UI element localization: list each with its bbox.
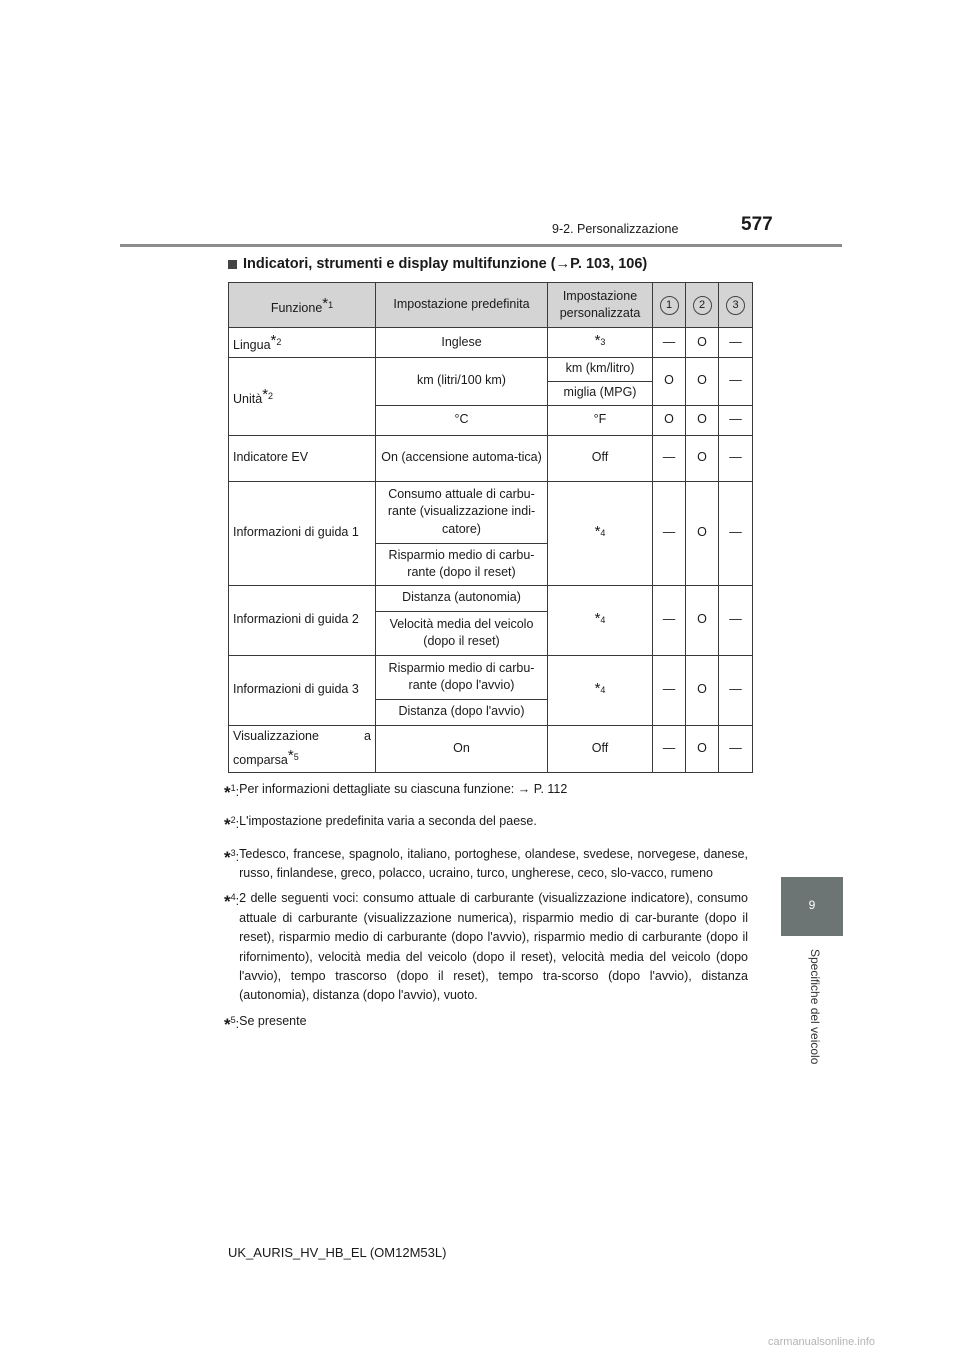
table-row: Informazioni di guida 2 Distanza (autonomia) $^{*4}$ — O — [229, 585, 753, 611]
section-title-ref: P. 103, 106) [570, 256, 648, 272]
header-default: Impostazione predefinita [376, 283, 548, 328]
table-row: Lingua$^{*2}$ Inglese $^{*3}$ — O — [229, 328, 753, 358]
footnote-1: *$^1$: Per informazioni dettagliate su ciascuna funzione: → P. 112 [224, 782, 568, 802]
circle-3-icon: 3 [726, 296, 745, 315]
table-row: Informazioni di guida 1 Consumo attuale di carbu-rante (visualizzazione indi-catore) $^{*4}$ — O — [229, 481, 753, 543]
watermark: carmanualsonline.info [768, 1336, 876, 1348]
table-row: Informazioni di guida 3 Risparmio medio di carbu-rante (dopo l'avvio) $^{*4}$ — O — [229, 655, 753, 699]
page-number: 577 [741, 214, 773, 235]
circle-2-icon: 2 [693, 296, 712, 315]
footnote-5: *$^5$: Se presente [224, 1013, 307, 1034]
table-row: Indicatore EV On (accensione automa-tica) Off — O — [229, 435, 753, 481]
header-rule [120, 244, 842, 247]
row-label-comparsa: Visualizzazione a comparsa$^{*5}$ [229, 725, 376, 772]
table-row: miglia (MPG) [229, 381, 753, 405]
circle-1-icon: 1 [660, 296, 679, 315]
header-custom: Impostazione personalizzata [548, 283, 653, 328]
header-section: 9-2. Personalizzazione [552, 222, 679, 236]
footnotes [224, 780, 748, 1044]
square-bullet-icon [228, 260, 237, 269]
footer-code: UK_AURIS_HV_HB_EL (OM12M53L) [228, 1245, 447, 1260]
chapter-tab: 9 [781, 877, 843, 936]
row-label-lingua: Lingua$^{*2}$ [229, 328, 376, 358]
footnote-3: *$^3$: Tedesco, francese, spagnolo, italiano, portoghese, olandese, svedese, norvegese, danese, russo, finlandese, greco, polacco, ucraino, turco, ungherese, ceco, slo-vacco, rumeno [224, 846, 748, 881]
row-label-unita: Unità$^{*2}$ [229, 357, 376, 435]
table-row: Distanza (dopo l'avvio) [229, 699, 753, 725]
footnote-4: *$^4$: 2 delle seguenti voci: consumo attuale di carburante (visualizzazione indicatore), consumo attuale di carburante (visualizzazione numerica), risparmio medio di car-burante (dopo il reset), risparmio medio di carburante (dopo l'avvio), risparmio medio di carburante (dopo il rifornimento), velocità media del veicolo (dopo il reset), velocità media del veicolo (dopo l'avvio), tempo trascorso (dopo il reset), tempo tra-scorso (dopo l'avvio), distanza (autonomia), distanza (dopo l'avvio), vuoto. [224, 891, 748, 1003]
table-row: Risparmio medio di carbu-rante (dopo il reset) [229, 543, 753, 585]
section-title [228, 256, 647, 272]
settings-table [228, 282, 753, 773]
section-title-text: Indicatori, strumenti e display multifunzione ( [243, 256, 556, 272]
table-row: °C °F O O — [229, 405, 753, 435]
table-row: Velocità media del veicolo (dopo il reset) [229, 611, 753, 655]
header-funzione: Funzione$^{*1}$ [229, 283, 376, 328]
footnote-2: *$^2$: L'impostazione predefinita varia a seconda del paese. [224, 814, 537, 835]
chapter-label: Specifiche del veicolo [808, 949, 822, 1065]
table-header-row [229, 283, 753, 328]
arrow-icon: → [555, 256, 571, 272]
table-row: Unità$^{*2}$ km (litri/100 km) km (km/litro) O O — [229, 357, 753, 381]
table-row: Visualizzazione a comparsa$^{*5}$ On Off — O — [229, 725, 753, 772]
